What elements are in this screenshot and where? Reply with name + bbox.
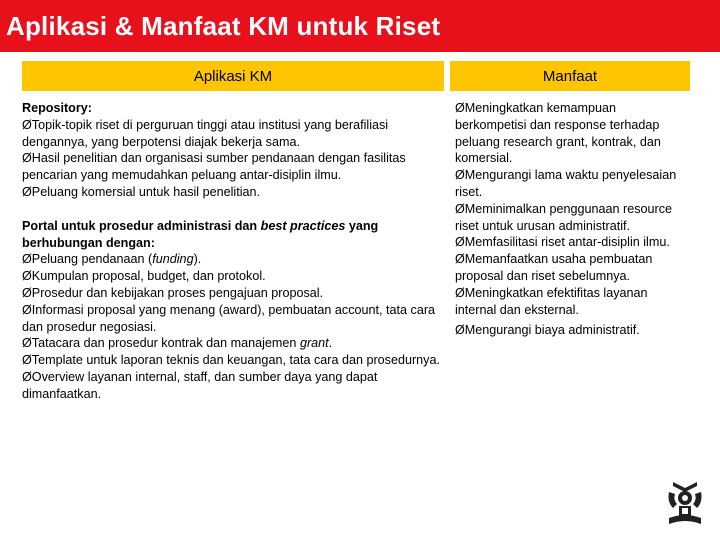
portal-item-part: . bbox=[328, 336, 333, 351]
spacer bbox=[22, 201, 442, 218]
portal-item bbox=[22, 335, 442, 352]
portal-heading-part: Portal untuk prosedur administrasi dan bbox=[22, 218, 261, 233]
slide-title: Aplikasi & Manfaat KM untuk Riset bbox=[6, 11, 441, 41]
manfaat-item: ØMemfasilitasi riset antar-disiplin ilmu. bbox=[455, 235, 670, 250]
repository-heading: Repository: bbox=[22, 101, 92, 115]
aplikasi-column bbox=[22, 100, 442, 403]
repository-item: ØTopik-topik riset di perguruan tinggi atau institusi yang berafiliasi dengannya, yang berpotensi diajak bekerja sama. bbox=[22, 117, 389, 149]
portal-item: ØProsedur dan kebijakan proses pengajuan proposal. bbox=[22, 285, 324, 300]
manfaat-item: ØMeningkatkan kemampuan berkompetisi dan response terhadap peluang research grant, kontrak, dan komersial. bbox=[455, 101, 661, 166]
portal-item: ØOverview layanan internal, staff, dan sumber daya yang dapat dimanfaatkan. bbox=[22, 369, 378, 401]
portal-heading-emphasis: best practices bbox=[260, 218, 346, 233]
manfaat-item: ØMeningkatkan efektifitas layanan internal dan eksternal. bbox=[455, 285, 648, 317]
portal-item-part: ). bbox=[193, 252, 202, 267]
portal-item: ØKumpulan proposal, budget, dan protokol. bbox=[22, 269, 266, 284]
manfaat-item: ØMengurangi biaya administratif. bbox=[455, 323, 640, 338]
manfaat-item: ØMengurangi lama waktu penyelesaian riset. bbox=[455, 168, 677, 199]
portal-item-emphasis: grant bbox=[299, 336, 329, 351]
portal-item: ØTemplate untuk laporan teknis dan keuangan, tata cara dan prosedurnya. bbox=[22, 353, 440, 368]
portal-item-part: ØTatacara dan prosedur kontrak dan manajemen bbox=[22, 336, 300, 351]
header-aplikasi-km: Aplikasi KM bbox=[22, 61, 444, 91]
repository-item: ØPeluang komersial untuk hasil penelitian. bbox=[22, 184, 261, 199]
manfaat-column bbox=[455, 100, 690, 339]
portal-item bbox=[22, 251, 442, 268]
portal-item: ØInformasi proposal yang menang (award), pembuatan account, tata cara dan prosedur negosiasi. bbox=[22, 302, 436, 334]
manfaat-item: ØMemanfaatkan usaha pembuatan proposal dan riset sebelumnya. bbox=[455, 252, 653, 283]
portal-heading bbox=[22, 218, 442, 252]
title-bar bbox=[0, 0, 720, 52]
repository-item: ØHasil penelitian dan organisasi sumber pendanaan dengan fasilitas pencarian yang memudahkan peluang antar-disiplin ilmu. bbox=[22, 151, 406, 183]
manfaat-item: ØMeminimalkan penggunaan resource riset untuk urusan administratif. bbox=[455, 201, 673, 233]
portal-heading-part: yang berhubungan dengan: bbox=[22, 218, 379, 250]
university-seal-icon bbox=[665, 478, 705, 526]
portal-item-emphasis: funding bbox=[152, 252, 194, 267]
header-manfaat: Manfaat bbox=[450, 61, 690, 91]
portal-item-part: ØPeluang pendanaan ( bbox=[22, 252, 153, 267]
